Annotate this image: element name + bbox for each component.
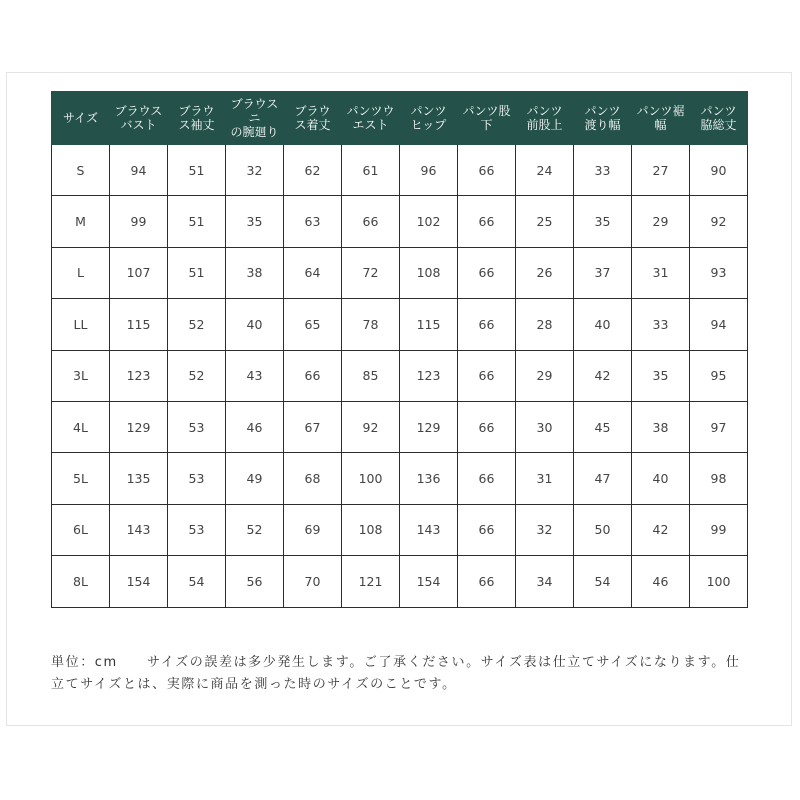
measurement-cell: 51 — [168, 247, 226, 298]
measurement-cell: 129 — [400, 401, 458, 452]
measurement-cell: 63 — [284, 196, 342, 247]
measurement-cell: 53 — [168, 401, 226, 452]
measurement-cell: 90 — [690, 145, 748, 196]
header-row — [52, 92, 748, 145]
measurement-cell: 136 — [400, 453, 458, 504]
measurement-cell: 123 — [110, 350, 168, 401]
header-pants-hip: パンツ ヒップ — [400, 92, 458, 145]
header-blouse-length: ブラウ ス着丈 — [284, 92, 342, 145]
table-row — [52, 504, 748, 555]
measurement-cell: 66 — [458, 299, 516, 350]
size-note: 単位：cm サイズの誤差は多少発生します。ご了承ください。サイズ表は仕立てサイズになります。仕立てサイズとは、実際に商品を測った時のサイズのことです。 — [51, 655, 741, 692]
measurement-cell: 56 — [226, 556, 284, 607]
measurement-cell: 46 — [632, 556, 690, 607]
measurement-cell: 62 — [284, 145, 342, 196]
measurement-cell: 65 — [284, 299, 342, 350]
measurement-cell: 78 — [342, 299, 400, 350]
measurement-cell: 61 — [342, 145, 400, 196]
measurement-cell: 42 — [574, 350, 632, 401]
size-label-cell: 4L — [52, 401, 110, 452]
measurement-cell: 53 — [168, 504, 226, 555]
measurement-cell: 25 — [516, 196, 574, 247]
measurement-cell: 66 — [458, 401, 516, 452]
table-row — [52, 247, 748, 298]
measurement-cell: 50 — [574, 504, 632, 555]
measurement-cell: 70 — [284, 556, 342, 607]
table-row — [52, 145, 748, 196]
measurement-cell: 129 — [110, 401, 168, 452]
measurement-cell: 42 — [632, 504, 690, 555]
measurement-cell: 98 — [690, 453, 748, 504]
measurement-cell: 31 — [516, 453, 574, 504]
header-blouse-arm: ブラウスニ の腕廻り — [226, 92, 284, 145]
measurement-cell: 66 — [458, 196, 516, 247]
size-chart-table — [51, 91, 748, 608]
measurement-cell: 40 — [226, 299, 284, 350]
size-label-cell: 3L — [52, 350, 110, 401]
measurement-cell: 66 — [458, 145, 516, 196]
measurement-cell: 49 — [226, 453, 284, 504]
header-pants-front-rise: パンツ 前股上 — [516, 92, 574, 145]
measurement-cell: 26 — [516, 247, 574, 298]
measurement-cell: 66 — [458, 453, 516, 504]
table-row — [52, 401, 748, 452]
measurement-cell: 37 — [574, 247, 632, 298]
header-pants-inseam: パンツ股下 — [458, 92, 516, 145]
measurement-cell: 94 — [690, 299, 748, 350]
measurement-cell: 40 — [632, 453, 690, 504]
measurement-cell: 33 — [632, 299, 690, 350]
table-row — [52, 350, 748, 401]
measurement-cell: 108 — [400, 247, 458, 298]
measurement-cell: 40 — [574, 299, 632, 350]
measurement-cell: 143 — [110, 504, 168, 555]
measurement-cell: 97 — [690, 401, 748, 452]
measurement-cell: 51 — [168, 145, 226, 196]
size-label-cell: 6L — [52, 504, 110, 555]
measurement-cell: 154 — [400, 556, 458, 607]
measurement-cell: 38 — [632, 401, 690, 452]
measurement-cell: 66 — [458, 504, 516, 555]
measurement-cell: 31 — [632, 247, 690, 298]
measurement-cell: 85 — [342, 350, 400, 401]
header-blouse-bust: ブラウス バスト — [110, 92, 168, 145]
measurement-cell: 29 — [516, 350, 574, 401]
measurement-cell: 68 — [284, 453, 342, 504]
header-pants-hem: パンツ裾幅 — [632, 92, 690, 145]
measurement-cell: 108 — [342, 504, 400, 555]
measurement-cell: 27 — [632, 145, 690, 196]
measurement-cell: 99 — [110, 196, 168, 247]
table-row — [52, 299, 748, 350]
measurement-cell: 30 — [516, 401, 574, 452]
measurement-cell: 51 — [168, 196, 226, 247]
measurement-cell: 38 — [226, 247, 284, 298]
measurement-cell: 69 — [284, 504, 342, 555]
measurement-cell: 35 — [632, 350, 690, 401]
measurement-cell: 66 — [458, 350, 516, 401]
measurement-cell: 35 — [226, 196, 284, 247]
size-label-cell: M — [52, 196, 110, 247]
measurement-cell: 92 — [690, 196, 748, 247]
measurement-cell: 93 — [690, 247, 748, 298]
measurement-cell: 115 — [400, 299, 458, 350]
measurement-cell: 35 — [574, 196, 632, 247]
measurement-cell: 92 — [342, 401, 400, 452]
measurement-cell: 52 — [168, 350, 226, 401]
measurement-cell: 100 — [690, 556, 748, 607]
measurement-cell: 72 — [342, 247, 400, 298]
measurement-cell: 123 — [400, 350, 458, 401]
size-label-cell: 8L — [52, 556, 110, 607]
measurement-cell: 52 — [168, 299, 226, 350]
measurement-cell: 99 — [690, 504, 748, 555]
size-label-cell: LL — [52, 299, 110, 350]
size-label-cell: S — [52, 145, 110, 196]
measurement-cell: 64 — [284, 247, 342, 298]
measurement-cell: 102 — [400, 196, 458, 247]
header-size: サイズ — [52, 92, 110, 145]
measurement-cell: 95 — [690, 350, 748, 401]
measurement-cell: 143 — [400, 504, 458, 555]
measurement-cell: 46 — [226, 401, 284, 452]
measurement-cell: 107 — [110, 247, 168, 298]
measurement-cell: 66 — [458, 247, 516, 298]
table-row — [52, 196, 748, 247]
measurement-cell: 54 — [168, 556, 226, 607]
table-row — [52, 556, 748, 607]
measurement-cell: 47 — [574, 453, 632, 504]
measurement-cell: 28 — [516, 299, 574, 350]
measurement-cell: 32 — [226, 145, 284, 196]
measurement-cell: 24 — [516, 145, 574, 196]
measurement-cell: 100 — [342, 453, 400, 504]
measurement-cell: 96 — [400, 145, 458, 196]
measurement-cell: 43 — [226, 350, 284, 401]
header-pants-waist: パンツウ エスト — [342, 92, 400, 145]
measurement-cell: 29 — [632, 196, 690, 247]
measurement-cell: 66 — [342, 196, 400, 247]
measurement-cell: 66 — [284, 350, 342, 401]
measurement-cell: 135 — [110, 453, 168, 504]
measurement-cell: 32 — [516, 504, 574, 555]
header-blouse-sleeve: ブラウ ス袖丈 — [168, 92, 226, 145]
header-pants-outseam: パンツ 脇総丈 — [690, 92, 748, 145]
measurement-cell: 45 — [574, 401, 632, 452]
measurement-cell: 33 — [574, 145, 632, 196]
measurement-cell: 67 — [284, 401, 342, 452]
measurement-cell: 53 — [168, 453, 226, 504]
measurement-cell: 54 — [574, 556, 632, 607]
measurement-cell: 115 — [110, 299, 168, 350]
size-label-cell: L — [52, 247, 110, 298]
measurement-cell: 66 — [458, 556, 516, 607]
table-body — [52, 145, 748, 608]
measurement-cell: 154 — [110, 556, 168, 607]
measurement-cell: 52 — [226, 504, 284, 555]
measurement-cell: 121 — [342, 556, 400, 607]
table-row — [52, 453, 748, 504]
measurement-cell: 94 — [110, 145, 168, 196]
measurement-cell: 34 — [516, 556, 574, 607]
size-label-cell: 5L — [52, 453, 110, 504]
header-pants-thigh: パンツ 渡り幅 — [574, 92, 632, 145]
